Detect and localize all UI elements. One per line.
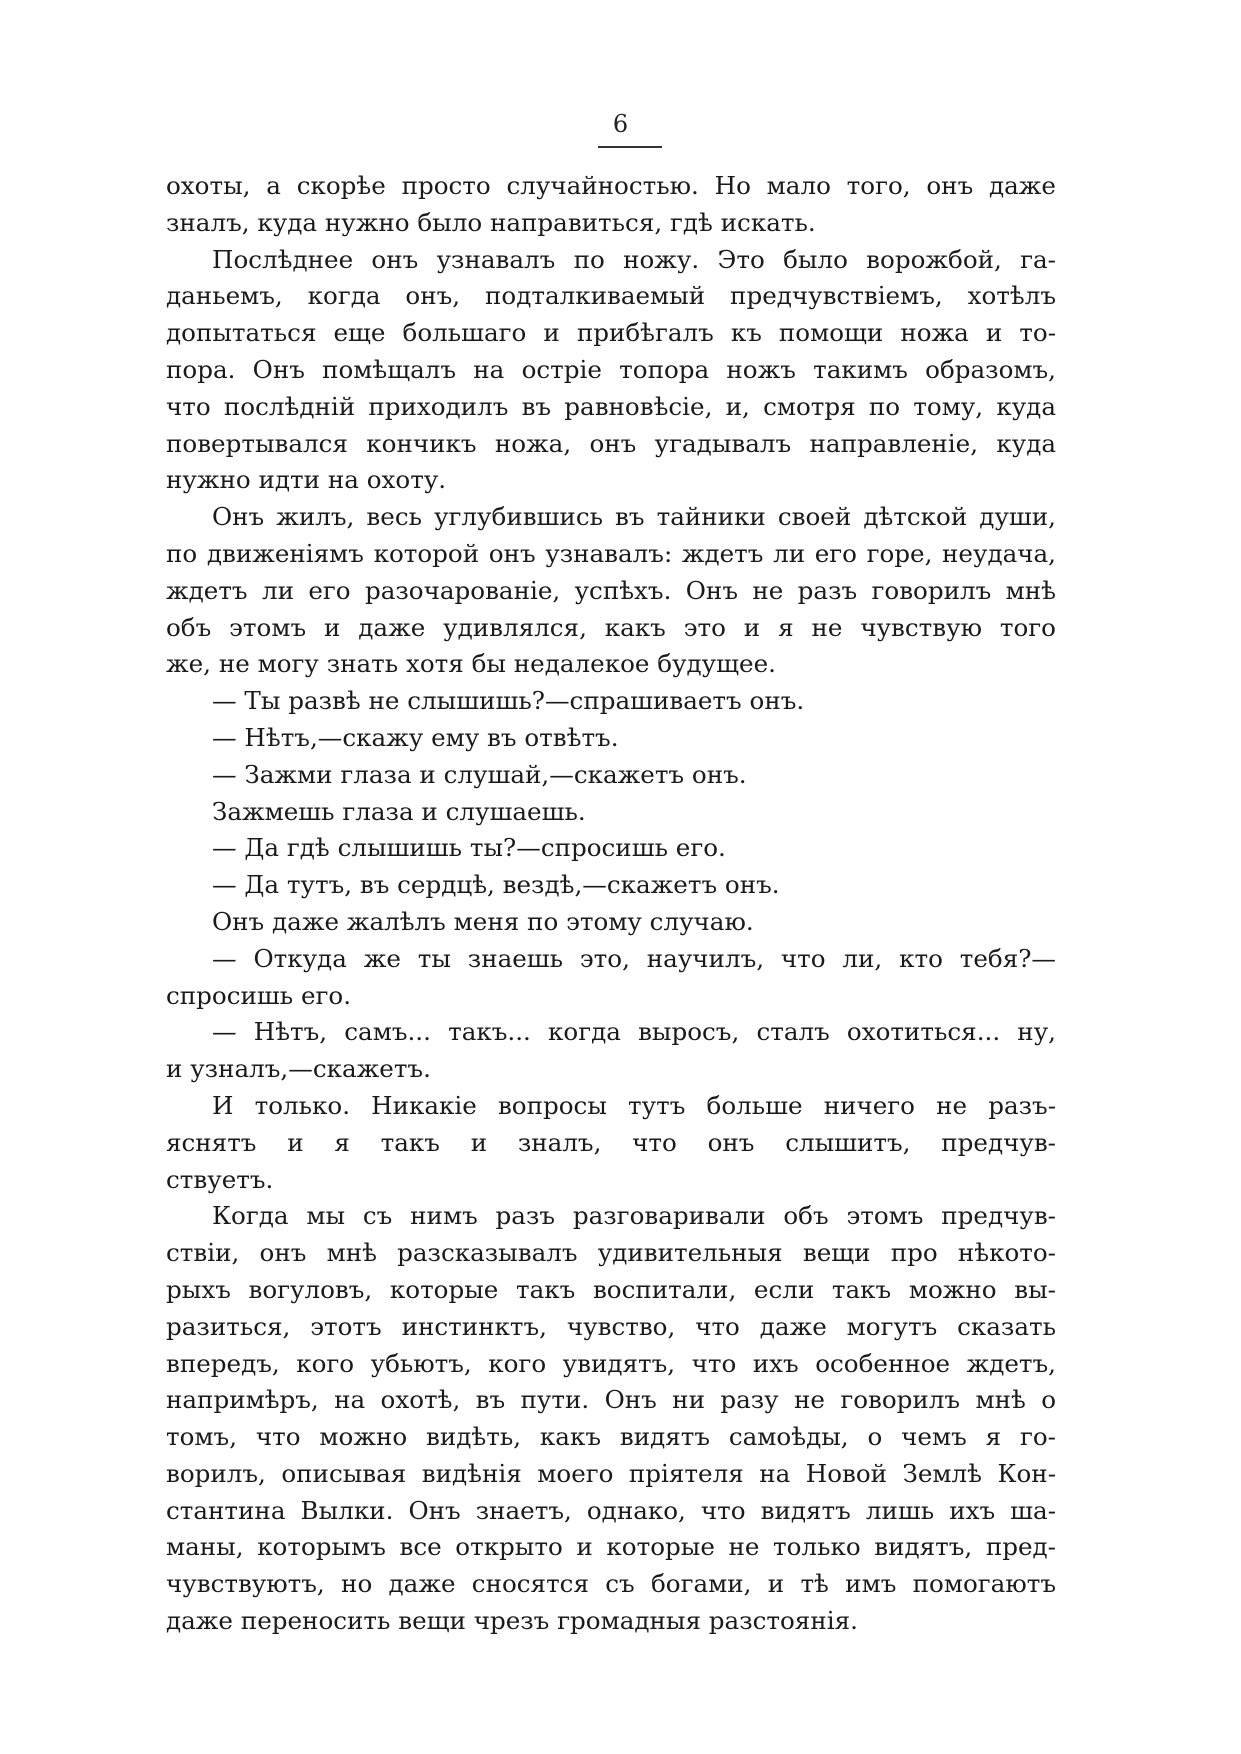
text-line: чувствуютъ, но даже сносятся съ богами, и тѣ имъ помогаютъ (166, 1569, 1056, 1599)
text-line: пора. Онъ помѣщалъ на остріе топора ножъ такимъ образомъ, (166, 354, 1056, 384)
text-line: стантина Вылки. Онъ знаетъ, однако, что видятъ лишь ихъ ша- (166, 1495, 1056, 1525)
text-line: ствіи, онъ мнѣ разсказывалъ удивительныя вещи про нѣкото- (166, 1238, 1056, 1268)
dialogue-line: — Нѣтъ,—скажу ему въ отвѣтъ. (212, 722, 619, 752)
text-line: охоты, а скорѣе просто случайностью. Но мало того, онъ даже (166, 171, 1056, 200)
text-line: Зажмешь глаза и слушаешь. (212, 796, 586, 826)
dialogue-line: — Ты развѣ не слышишь?—спрашиваетъ онъ. (212, 686, 805, 716)
text-line: ворилъ, описывая видѣнія моего пріятеля на Новой Землѣ Кон- (166, 1458, 1056, 1488)
text-line: нужно идти на охоту. (166, 465, 447, 495)
text-line: И только. Никакіе вопросы тутъ больше ничего не разъ- (212, 1090, 1056, 1120)
text-line: яснятъ и я такъ и зналъ, что онъ слышитъ, предчув- (166, 1127, 1056, 1157)
text-line: и узналъ,—скажетъ. (166, 1054, 431, 1084)
text-line: Онъ жилъ, весь углубившись въ тайники своей дѣтской души, (212, 502, 1056, 532)
dialogue-line: — Зажми глаза и слушай,—скажетъ онъ. (212, 759, 747, 789)
text-line: же, не могу знать хотя бы недалекое будущее. (166, 649, 776, 679)
text-line: повертывался кончикъ ножа, онъ угадывалъ направленіе, куда (166, 428, 1056, 458)
text-line: Онъ даже жалѣлъ меня по этому случаю. (212, 906, 754, 936)
text-line: зналъ, куда нужно было направиться, гдѣ искать. (166, 207, 816, 237)
text-line: ствуетъ. (166, 1164, 274, 1194)
text-line: томъ, что можно видѣть, какъ видятъ самоѣды, о чемъ я го- (166, 1422, 1056, 1452)
text-line: Послѣднее онъ узнавалъ по ножу. Это было ворожбой, га- (212, 244, 1056, 274)
text-line: маны, которымъ все открыто и которые не только видятъ, пред- (166, 1532, 1056, 1562)
text-line: Когда мы съ нимъ разъ разговаривали объ этомъ предчув- (212, 1201, 1056, 1231)
dialogue-line: — Откуда же ты знаешь это, научилъ, что ли, кто тебя?— (212, 943, 1056, 973)
text-line: разиться, этотъ инстинктъ, чувство, что даже могутъ сказать (166, 1311, 1056, 1341)
page-number-rule (598, 146, 662, 148)
text-line: впередъ, кого убьютъ, кого увидятъ, что ихъ особенное ждетъ, (166, 1348, 1056, 1378)
dialogue-line: — Да тутъ, въ сердцѣ, вездѣ,—скажетъ онъ. (212, 870, 780, 900)
dialogue-line: — Нѣтъ, самъ... такъ... когда выросъ, сталъ охотиться... ну, (212, 1017, 1056, 1047)
page-number: 6 (612, 110, 629, 138)
text-line: по движеніямъ которой онъ узнавалъ: ждетъ ли его горе, неудача, (166, 538, 1056, 568)
text-line: допытаться еще большаго и прибѣгалъ къ помощи ножа и то- (166, 318, 1056, 348)
text-line: даже переносить вещи чрезъ громадныя разстоянія. (166, 1606, 858, 1636)
text-line: спросишь его. (166, 980, 352, 1010)
text-line: рыхъ вогуловъ, которые такъ воспитали, если такъ можно вы- (166, 1274, 1056, 1304)
text-line: что послѣдній приходилъ въ равновѣсіе, и, смотря по тому, куда (166, 391, 1056, 421)
body-text (166, 168, 1056, 1640)
text-line: даньемъ, когда онъ, подталкиваемый предчувствіемъ, хотѣлъ (166, 281, 1056, 311)
text-line: объ этомъ и даже удивлялся, какъ это и я не чувствую того (166, 612, 1056, 642)
text-line: напримѣръ, на охотѣ, въ пути. Онъ ни разу не говорилъ мнѣ о (166, 1385, 1056, 1415)
dialogue-line: — Да гдѣ слышишь ты?—спросишь его. (212, 833, 726, 863)
text-line: ждетъ ли его разочарованіе, успѣхъ. Онъ не разъ говорилъ мнѣ (166, 575, 1056, 605)
